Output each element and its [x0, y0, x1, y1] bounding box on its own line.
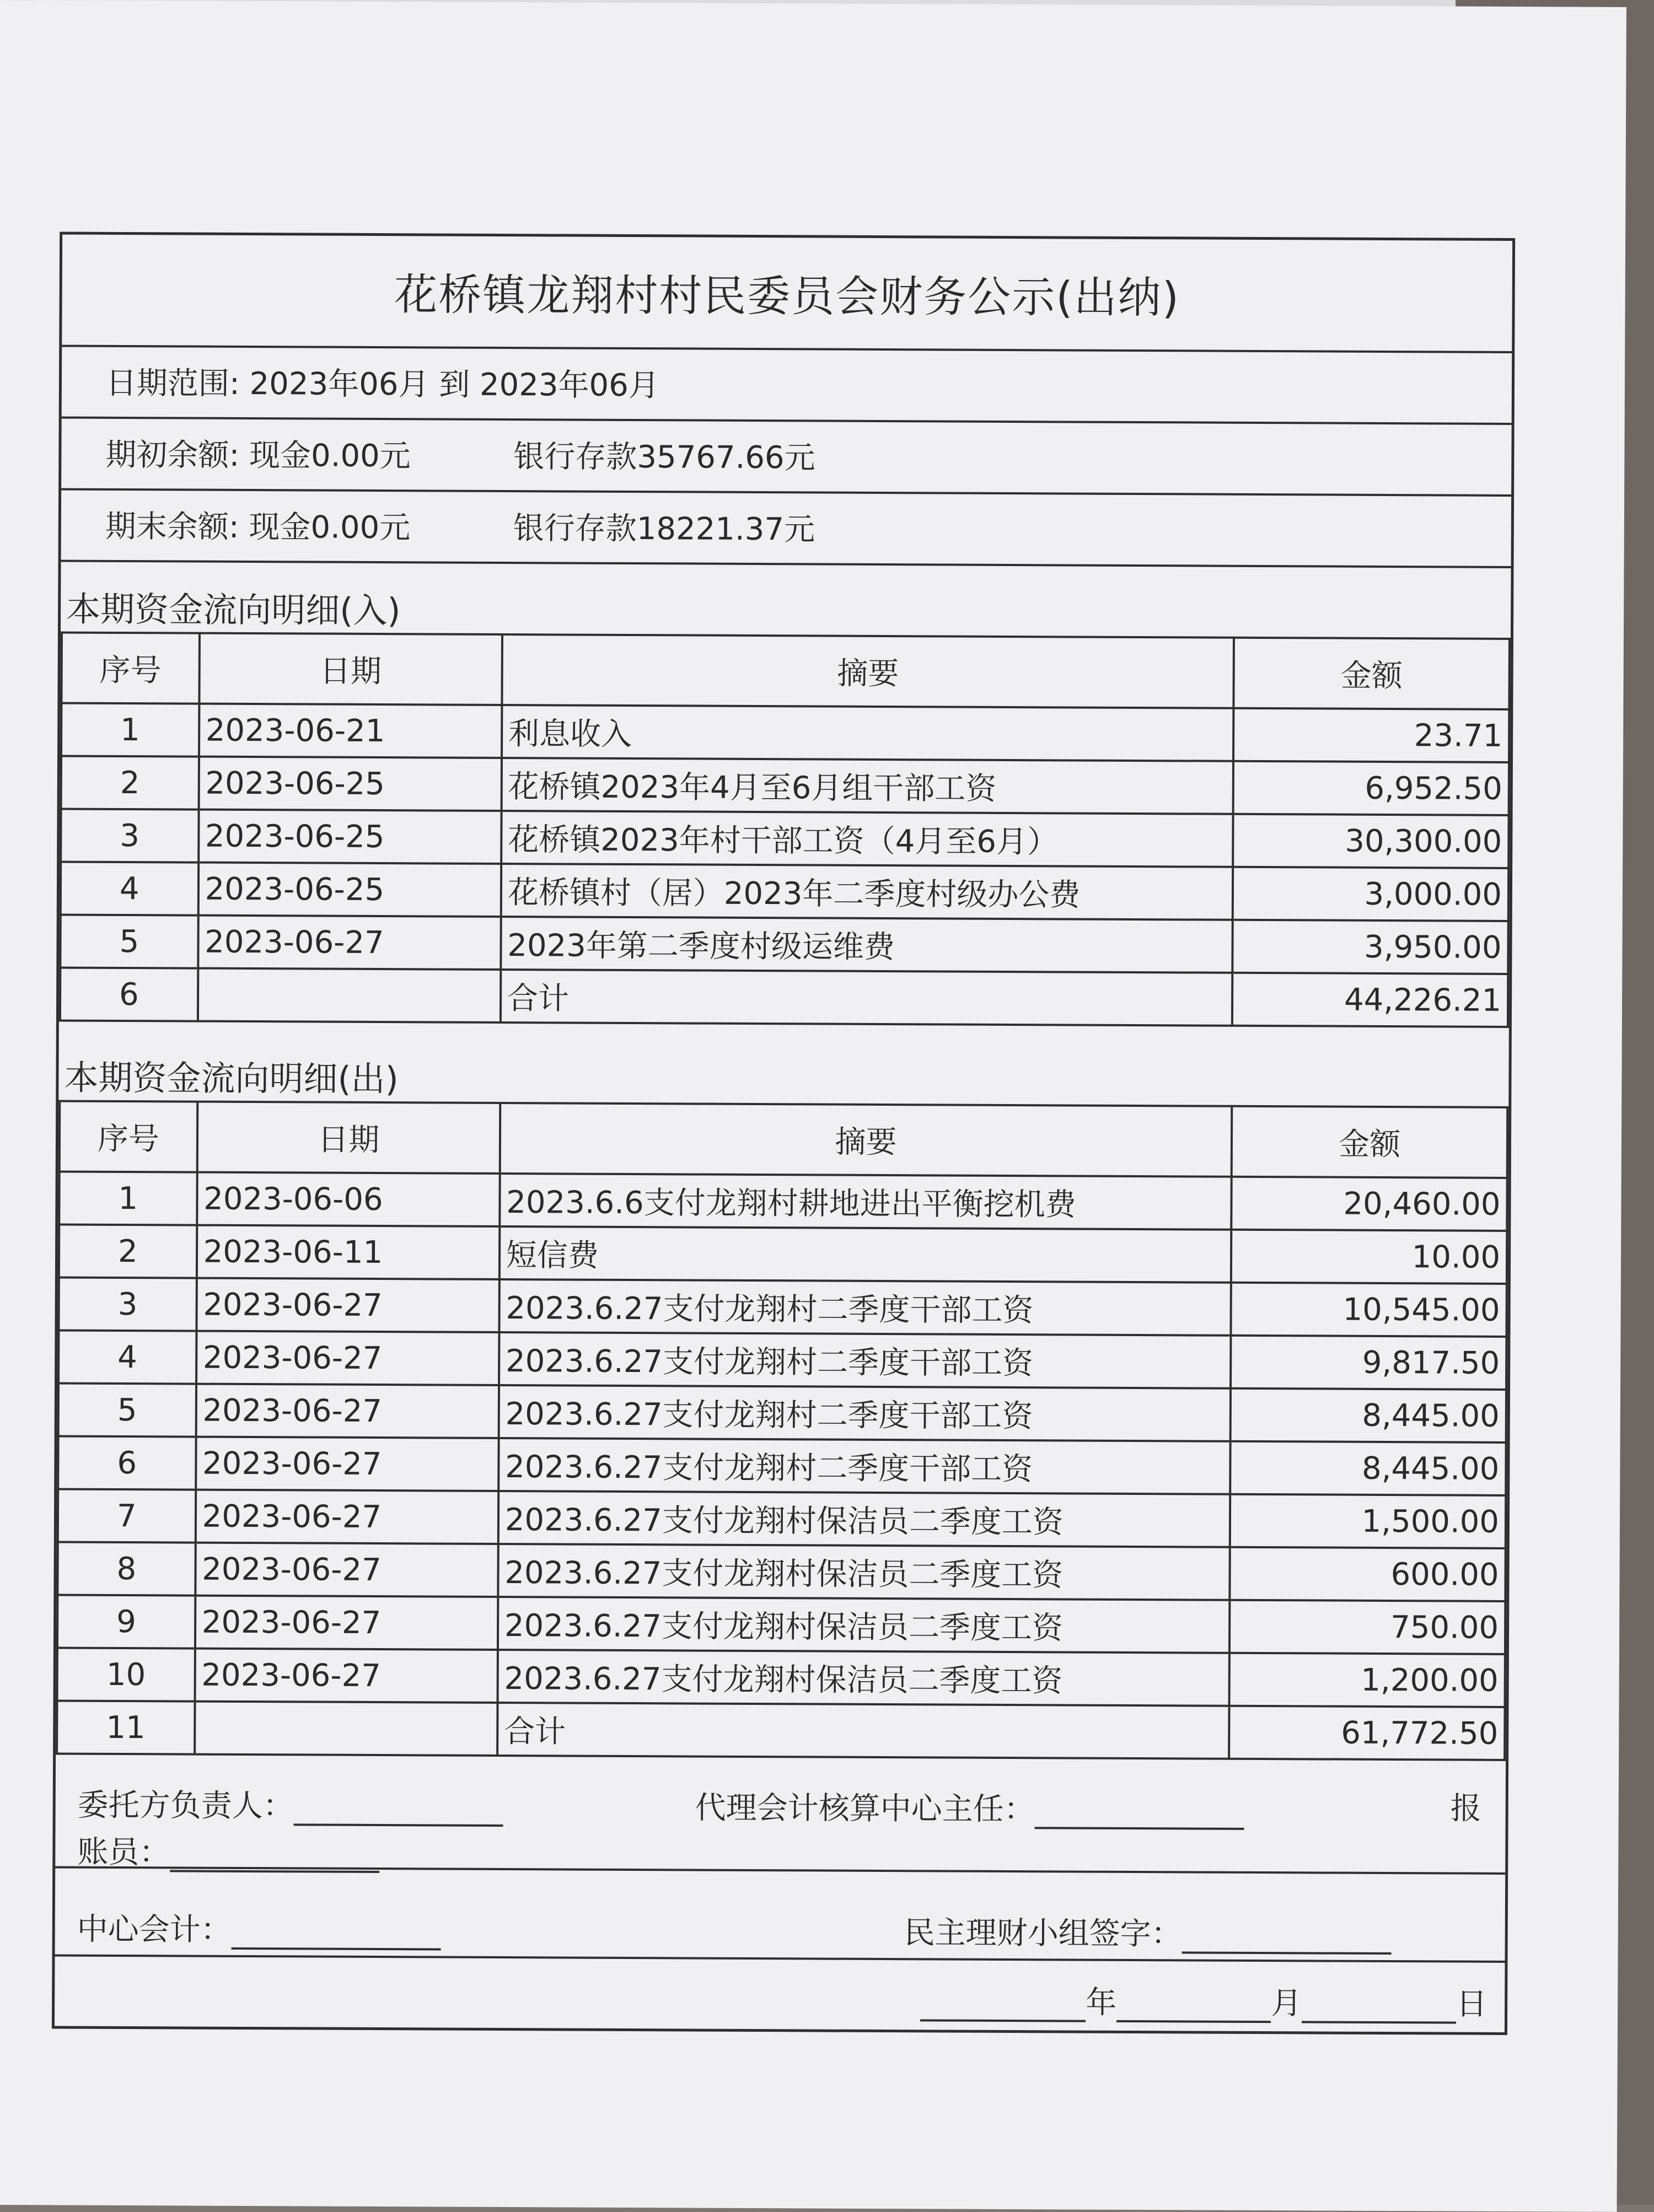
row-summary: 2023年第二季度村级运维费	[501, 917, 1233, 973]
row-date: 2023-06-27	[196, 1278, 500, 1332]
expense-section-title: 本期资金流向明细(出)	[64, 1057, 399, 1100]
expense-table	[56, 1100, 1508, 1761]
row-no: 4	[61, 862, 198, 915]
row-amount: 23.71	[1233, 708, 1509, 762]
day-line	[1302, 2021, 1456, 2023]
row-amount: 8,445.00	[1231, 1388, 1506, 1443]
row-date	[195, 1702, 498, 1756]
row-date: 2023-06-27	[195, 1649, 498, 1703]
row-date: 2023-06-27	[196, 1437, 499, 1491]
row-summary: 2023.6.27支付龙翔村保洁员二季度工资	[498, 1597, 1230, 1653]
table-row	[57, 1595, 1505, 1654]
header-amount: 金额	[1234, 638, 1510, 709]
date-range: 日期范围: 2023年06月 到 2023年06月	[105, 365, 659, 404]
signature-line	[294, 1823, 503, 1827]
signature-line	[1182, 1951, 1392, 1955]
row-amount: 20,460.00	[1232, 1177, 1507, 1231]
expense-total-row	[57, 1700, 1505, 1759]
row-no: 11	[57, 1700, 195, 1754]
row-date: 2023-06-27	[198, 916, 501, 970]
header-summary: 摘要	[502, 634, 1234, 708]
row-amount: 44,226.21	[1232, 973, 1508, 1027]
democratic-group-label: 民主理财小组签字：	[904, 1915, 1182, 1952]
income-section-title: 本期资金流向明细(入)	[66, 589, 401, 631]
table-row	[59, 1171, 1507, 1230]
table-row	[60, 914, 1508, 973]
year-label: 年	[1086, 1984, 1117, 2021]
row-date: 2023-06-27	[195, 1543, 498, 1597]
table-row	[58, 1436, 1506, 1495]
income-header-row	[61, 632, 1510, 709]
row-date: 2023-06-27	[196, 1384, 499, 1438]
row-amount: 6,952.50	[1233, 761, 1509, 815]
row-summary: 2023.6.27支付龙翔村二季度干部工资	[499, 1332, 1231, 1388]
opening-balance-row	[61, 416, 1512, 496]
row-amount: 3,950.00	[1233, 920, 1508, 974]
row-amount: 750.00	[1229, 1600, 1505, 1654]
day-label: 日	[1456, 1986, 1487, 2022]
closing-balance-row	[61, 488, 1512, 568]
table-row	[61, 756, 1509, 815]
date-signature	[920, 1977, 1487, 2023]
row-no: 4	[58, 1330, 196, 1384]
row-date: 2023-06-06	[197, 1172, 500, 1226]
row-summary: 花桥镇2023年4月至6月组干部工资	[501, 758, 1233, 814]
row-summary: 花桥镇2023年村干部工资（4月至6月）	[501, 811, 1233, 867]
center-accountant-label: 中心会计：	[77, 1911, 232, 1948]
row-no: 3	[61, 809, 198, 862]
row-date: 2023-06-21	[199, 704, 502, 758]
signature-line	[170, 1870, 379, 1873]
center-director-label: 代理会计核算中心主任：	[695, 1790, 1035, 1828]
table-row	[58, 1277, 1506, 1336]
row-amount: 61,772.50	[1229, 1706, 1505, 1760]
table-row	[58, 1383, 1506, 1442]
row-date: 2023-06-25	[198, 757, 502, 811]
row-date: 2023-06-11	[197, 1225, 500, 1279]
row-no: 5	[58, 1383, 196, 1436]
year-line	[920, 2019, 1086, 2022]
row-summary: 2023.6.27支付龙翔村保洁员二季度工资	[498, 1544, 1230, 1600]
table-row	[57, 1542, 1505, 1601]
row-date: 2023-06-25	[198, 863, 501, 917]
date-range-row	[62, 345, 1512, 424]
table-row	[58, 1330, 1506, 1389]
month-label: 月	[1271, 1985, 1302, 2022]
row-summary: 花桥镇村（居）2023年二季度村级办公费	[501, 864, 1233, 920]
table-row	[61, 703, 1509, 762]
row-summary: 合计	[501, 970, 1233, 1026]
opening-bank: 银行存款35767.66元	[513, 439, 815, 476]
signature-line	[232, 1947, 441, 1951]
header-date: 日期	[197, 1102, 500, 1174]
row-no: 6	[60, 967, 198, 1021]
accountant-label: 账员：	[77, 1834, 170, 1871]
closing-bank: 银行存款18221.37元	[513, 510, 815, 548]
client-head-signature	[78, 1781, 503, 1827]
income-total-row	[60, 967, 1508, 1026]
row-date: 2023-06-27	[195, 1490, 498, 1544]
row-summary: 利息收入	[502, 705, 1234, 761]
document-title: 花桥镇龙翔村村民委员会财务公示(出纳)	[62, 234, 1512, 353]
income-table	[59, 631, 1511, 1027]
header-amount: 金额	[1232, 1106, 1507, 1178]
row-amount: 1,500.00	[1230, 1494, 1506, 1548]
table-row	[57, 1648, 1505, 1707]
row-no: 8	[57, 1542, 195, 1595]
signature-line	[1035, 1827, 1244, 1830]
row-summary: 2023.6.6支付龙翔村耕地进出平衡挖机费	[500, 1174, 1232, 1230]
row-no: 7	[58, 1489, 196, 1542]
row-date: 2023-06-25	[198, 810, 502, 864]
header-date: 日期	[199, 633, 502, 705]
row-no: 3	[58, 1277, 196, 1331]
row-date	[198, 968, 501, 1022]
table-row	[59, 1224, 1507, 1283]
center-accountant-signature	[77, 1905, 441, 1951]
client-head-label: 委托方负责人：	[77, 1787, 294, 1825]
expense-header-row	[60, 1101, 1508, 1177]
document-frame	[52, 232, 1515, 2035]
row-no: 9	[57, 1595, 195, 1648]
month-line	[1116, 2020, 1271, 2023]
header-no: 序号	[60, 1101, 197, 1172]
center-director-signature	[695, 1784, 1244, 1830]
row-amount: 600.00	[1230, 1547, 1506, 1601]
header-summary: 摘要	[500, 1103, 1232, 1177]
row-amount: 30,300.00	[1233, 814, 1509, 868]
row-no: 5	[60, 914, 198, 968]
row-amount: 3,000.00	[1233, 867, 1508, 921]
opening-cash: 期初余额: 现金0.00元	[105, 437, 411, 475]
table-row	[58, 1489, 1506, 1548]
divider	[55, 1954, 1505, 1962]
row-no: 10	[57, 1648, 195, 1701]
row-summary: 2023.6.27支付龙翔村二季度干部工资	[499, 1279, 1231, 1336]
table-row	[61, 809, 1508, 868]
row-amount: 10.00	[1231, 1230, 1507, 1284]
row-no: 1	[61, 703, 199, 756]
row-no: 2	[61, 756, 199, 809]
row-amount: 1,200.00	[1229, 1653, 1505, 1707]
row-date: 2023-06-27	[196, 1331, 500, 1385]
democratic-group-signature	[904, 1908, 1392, 1955]
row-no: 6	[58, 1436, 196, 1489]
row-summary: 短信费	[500, 1226, 1232, 1283]
row-summary: 合计	[497, 1703, 1229, 1759]
row-amount: 10,545.00	[1231, 1283, 1507, 1337]
row-date: 2023-06-27	[195, 1596, 498, 1650]
row-summary: 2023.6.27支付龙翔村保洁员二季度工资	[498, 1491, 1231, 1547]
row-summary: 2023.6.27支付龙翔村二季度干部工资	[498, 1438, 1231, 1494]
closing-cash: 期末余额: 现金0.00元	[105, 508, 411, 546]
row-amount: 9,817.50	[1231, 1336, 1506, 1390]
row-no: 2	[59, 1224, 197, 1278]
table-row	[61, 862, 1508, 921]
row-summary: 2023.6.27支付龙翔村二季度干部工资	[498, 1385, 1231, 1441]
header-no: 序号	[61, 632, 199, 703]
row-summary: 2023.6.27支付龙翔村保洁员二季度工资	[497, 1650, 1229, 1706]
report-label: 报	[1450, 1790, 1481, 1827]
row-amount: 8,445.00	[1231, 1441, 1506, 1495]
row-no: 1	[59, 1171, 197, 1225]
